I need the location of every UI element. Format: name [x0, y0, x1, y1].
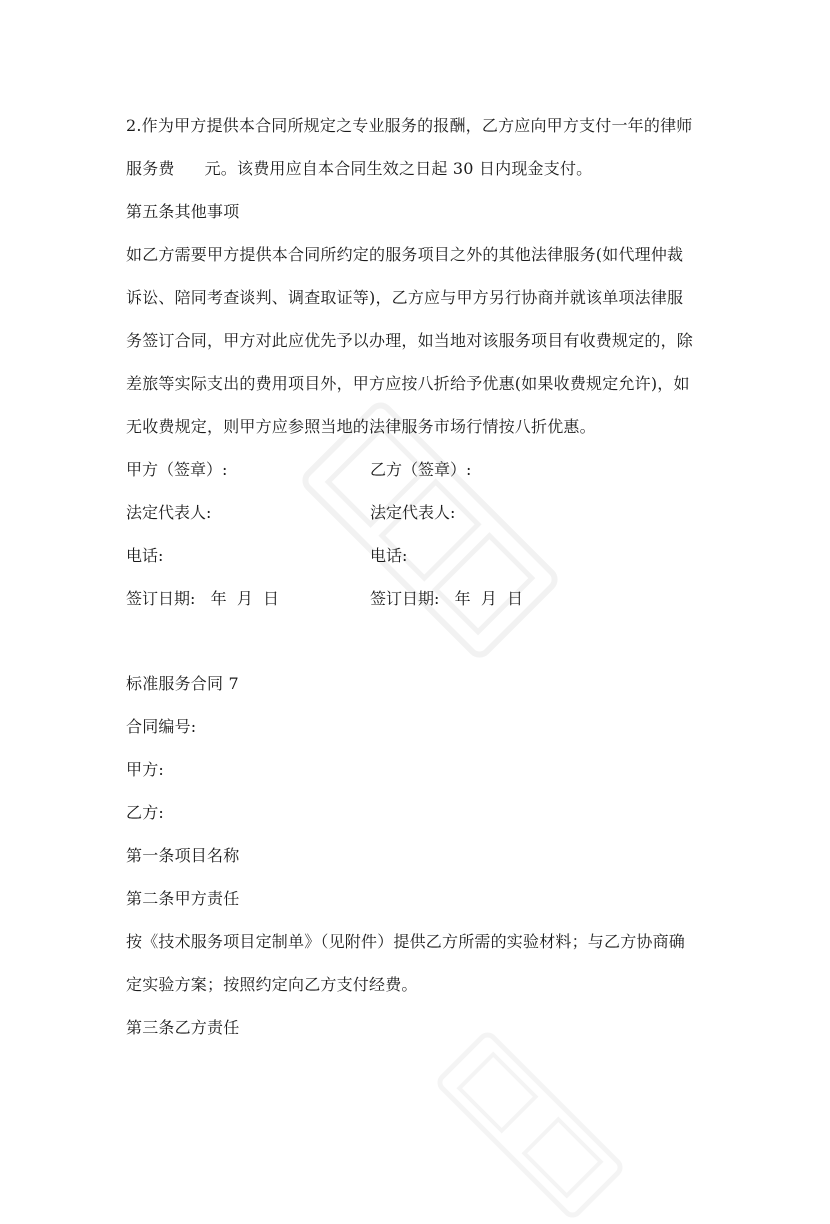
- party-a-seal: 甲方（签章）:: [126, 460, 228, 479]
- watermark-stamp-icon: [431, 1026, 629, 1224]
- contract7-title: 标准服务合同 7: [126, 674, 239, 693]
- party-b-date: 签订日期: 年 月 日: [370, 589, 523, 608]
- party-b-phone: 电话:: [370, 546, 408, 565]
- contract7-article2-line: 按《技术服务项目定制单》（见附件）提供乙方所需的实验材料；与乙方协商确: [126, 932, 686, 951]
- contract7-party-b: 乙方:: [126, 803, 164, 822]
- section-spacer: [126, 620, 726, 662]
- contract7-party-a: 甲方:: [126, 760, 164, 779]
- contract7-article2: 第二条甲方责任: [126, 889, 240, 908]
- party-b-seal: 乙方（签章）:: [370, 460, 472, 479]
- signature-rep-row: [126, 491, 726, 534]
- fee-paragraph-line-2: [126, 147, 726, 190]
- party-b-rep: 法定代表人:: [370, 503, 456, 522]
- contract7-article2-line: 定实验方案；按照约定向乙方支付经费。: [126, 975, 418, 994]
- signature-seal-row: [126, 448, 726, 491]
- article5-title: 第五条其他事项: [126, 202, 240, 221]
- signature-phone-row: [126, 534, 726, 577]
- article5-line: 差旅等实际支出的费用项目外，甲方应按八折给予优惠(如果收费规定允许)，如: [126, 374, 690, 393]
- signature-date-row: [126, 577, 726, 620]
- contract7-article1: 第一条项目名称: [126, 846, 240, 865]
- article5-line: 无收费规定，则甲方应参照当地的法律服务市场行情按八折优惠。: [126, 417, 596, 436]
- document-body: [126, 104, 726, 1049]
- article5-line: 务签订合同，甲方对此应优先予以办理，如当地对该服务项目有收费规定的，除: [126, 331, 694, 350]
- article5-line: 诉讼、陪同考查谈判、调查取证等)，乙方应与甲方另行协商并就该单项法律服: [126, 288, 684, 307]
- party-a-phone: 电话:: [126, 546, 164, 565]
- article5-line: 如乙方需要甲方提供本合同所约定的服务项目之外的其他法律服务(如代理仲裁: [126, 245, 684, 264]
- party-a-date: 签订日期: 年 月 日: [126, 589, 279, 608]
- contract7-article3: 第三条乙方责任: [126, 1018, 240, 1037]
- contract7-number: 合同编号:: [126, 717, 197, 736]
- fee-terms: 元。该费用应自本合同生效之日起 30 日内现金支付。: [204, 159, 593, 178]
- fee-label: 服务费: [126, 159, 175, 178]
- party-a-rep: 法定代表人:: [126, 503, 212, 522]
- fee-paragraph-line-1: 2.作为甲方提供本合同所规定之专业服务的报酬，乙方应向甲方支付一年的律师: [126, 116, 693, 135]
